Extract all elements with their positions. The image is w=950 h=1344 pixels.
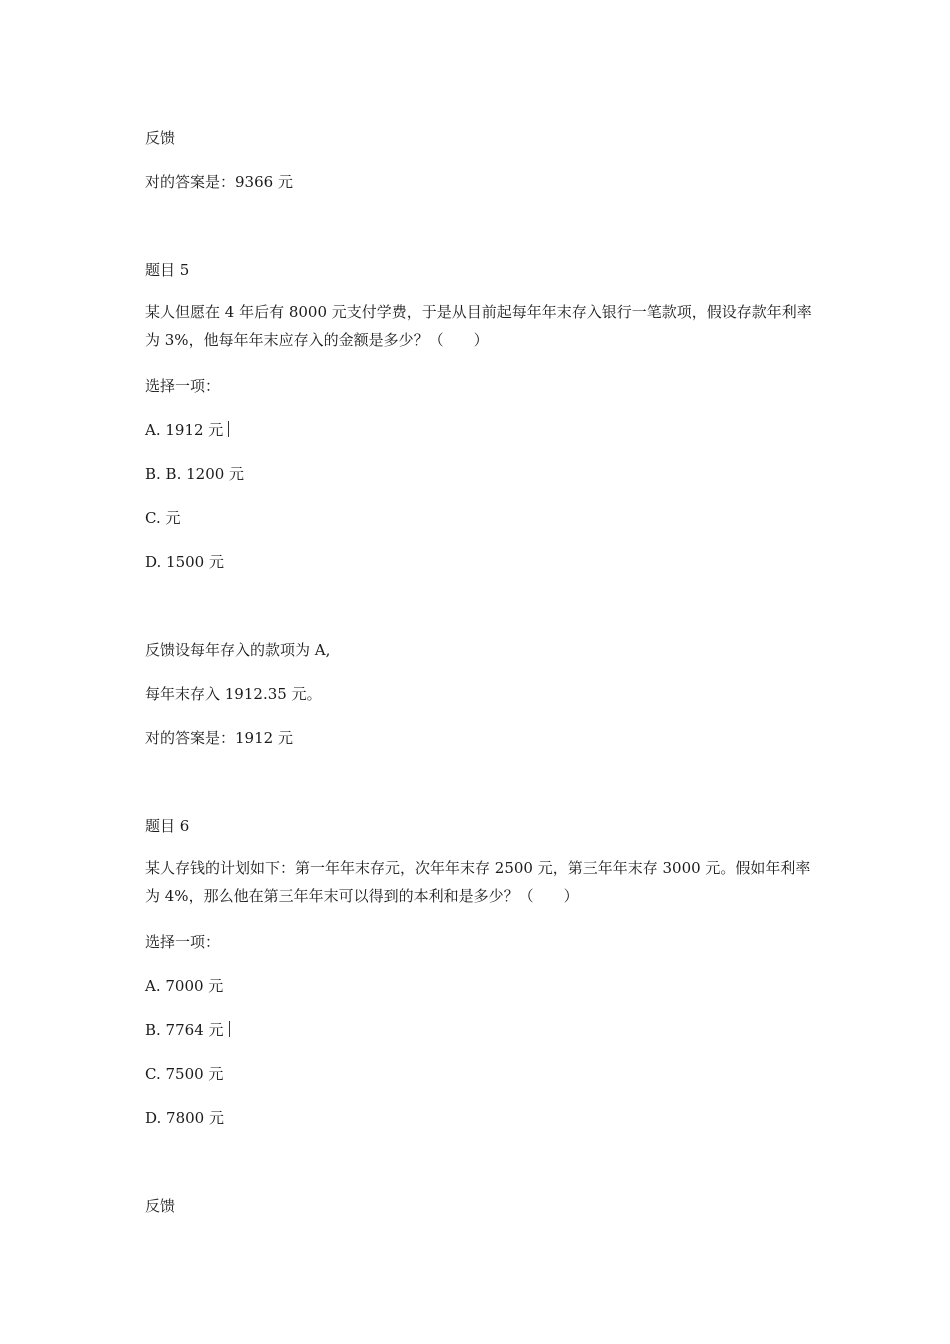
- text-cursor: [229, 1021, 230, 1037]
- text-cursor: [228, 421, 229, 437]
- q4-answer: 对的答案是：9366 元: [145, 173, 293, 191]
- q5-stem: 某人但愿在 4 年后有 8000 元支付学费，于是从目前起每年年末存入银行一笔款项，假设存款年利率为 3%，他每年年末应存入的金额是多少？（ ）: [145, 303, 812, 349]
- q5-option-a-label: A. 1912 元: [145, 421, 224, 439]
- q5-feedback-line2: 每年末存入 1912.35 元。: [145, 685, 322, 703]
- q6-choose-label: 选择一项：: [145, 933, 221, 951]
- q5-feedback-line1: 反馈设每年存入的款项为 A,: [145, 641, 331, 659]
- q5-answer: 对的答案是：1912 元: [145, 729, 293, 747]
- q6-option-b-label: B. 7764 元: [145, 1021, 224, 1039]
- q5-option-c[interactable]: C. 元: [145, 509, 181, 527]
- q6-option-c[interactable]: C. 7500 元: [145, 1065, 224, 1083]
- q6-option-a[interactable]: A. 7000 元: [145, 977, 224, 995]
- q4-feedback-label: 反馈: [145, 129, 176, 147]
- q6-option-d[interactable]: D. 7800 元: [145, 1109, 224, 1127]
- q5-title: 题目 5: [145, 261, 190, 279]
- q6-option-b[interactable]: [145, 1020, 230, 1040]
- q6-stem: 某人存钱的计划如下：第一年年末存元，次年年末存 2500 元，第三年年末存 3000 元。假如年利率为 4%，那么他在第三年年末可以得到的本利和是多少？（ ）: [145, 859, 811, 905]
- q6-title: 题目 6: [145, 817, 190, 835]
- q5-option-a[interactable]: [145, 420, 229, 440]
- q5-choose-label: 选择一项：: [145, 377, 221, 395]
- q6-feedback-label: 反馈: [145, 1197, 176, 1215]
- q5-option-b[interactable]: B. B. 1200 元: [145, 465, 245, 483]
- q5-option-d[interactable]: D. 1500 元: [145, 553, 224, 571]
